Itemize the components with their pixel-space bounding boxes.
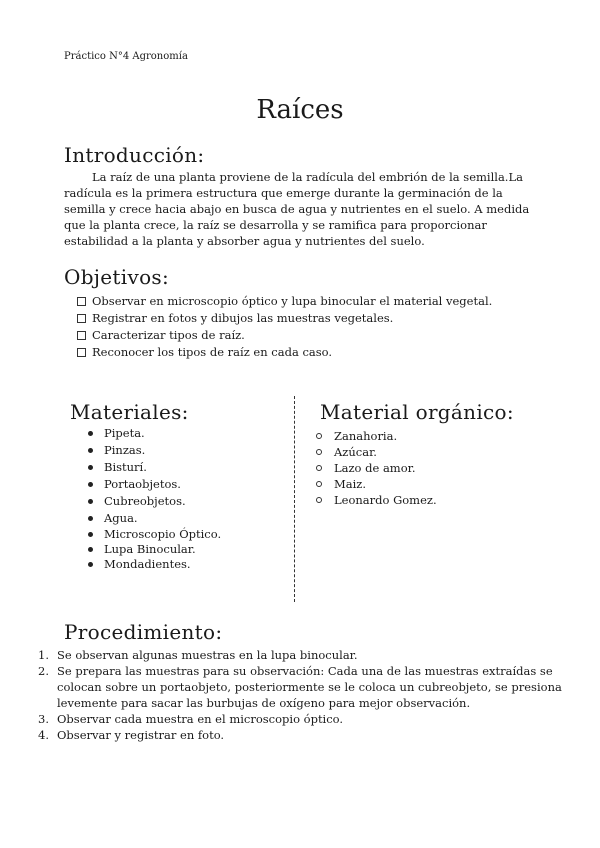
material-item: Portaobjetos. — [88, 476, 221, 493]
column-divider — [294, 396, 295, 602]
checkbox-icon — [77, 348, 86, 357]
bullet-icon — [88, 448, 93, 453]
bullet-icon — [88, 516, 93, 521]
organic-material-list — [316, 428, 437, 508]
organic-item: Maiz. — [316, 476, 437, 492]
objective-item: Registrar en fotos y dibujos las muestras vegetales. — [77, 310, 492, 327]
material-item: Bisturí. — [88, 459, 221, 476]
procedure-step: 4. Observar y registrar en foto. — [38, 728, 225, 742]
objective-item: Caracterizar tipos de raíz. — [77, 327, 492, 344]
material-item: Pipeta. — [88, 425, 221, 442]
introduction-heading: Introducción: — [64, 143, 205, 167]
procedure-step: 3. Observar cada muestra en el microscopio óptico. — [38, 712, 344, 726]
material-item: Pinzas. — [88, 442, 221, 459]
procedure-step: 2. Se prepara las muestras para su observación: Cada una de las muestras extraídas se colocan sobre un portaobjeto, posteriormente se le coloca un cubreobjeto, se presiona levemente para sacar las burbujas de oxígeno para mejor observación. — [38, 664, 562, 710]
circle-bullet-icon — [316, 449, 322, 455]
checkbox-icon — [77, 297, 86, 306]
circle-bullet-icon — [316, 481, 322, 487]
bullet-icon — [88, 482, 93, 487]
organic-material-heading: Material orgánico: — [320, 400, 514, 424]
bullet-icon — [88, 562, 93, 567]
objectives-list — [77, 293, 492, 361]
material-item: Agua. — [88, 510, 221, 527]
bullet-icon — [88, 547, 93, 552]
procedure-step: 1. Se observan algunas muestras en la lupa binocular. — [38, 648, 358, 662]
checkbox-icon — [77, 331, 86, 340]
procedure-heading: Procedimiento: — [64, 620, 223, 644]
material-item: Microscopio Óptico. — [88, 527, 221, 542]
materials-heading: Materiales: — [70, 400, 189, 424]
header-note: Práctico N°4 Agronomía — [64, 51, 188, 62]
organic-item: Leonardo Gomez. — [316, 492, 437, 508]
procedure-list — [38, 647, 578, 743]
materials-list — [88, 425, 221, 572]
bullet-icon — [88, 532, 93, 537]
bullet-icon — [88, 431, 93, 436]
bullet-icon — [88, 499, 93, 504]
organic-item: Lazo de amor. — [316, 460, 437, 476]
objective-item: Observar en microscopio óptico y lupa binocular el material vegetal. — [77, 293, 492, 310]
circle-bullet-icon — [316, 465, 322, 471]
bullet-icon — [88, 465, 93, 470]
introduction-text: La raíz de una planta proviene de la radícula del embrión de la semilla.La radícula es la primera estructura que emerge durante la germinación de la semilla y crece hacia abajo en busca de agua y nutrientes en el suelo. A medida que la planta crece, la raíz se desarrolla y se ramifica para proporcionar estabilidad a la planta y absorber agua y nutrientes del suelo. — [64, 170, 530, 248]
circle-bullet-icon — [316, 497, 322, 503]
objective-item: Reconocer los tipos de raíz en cada caso. — [77, 344, 492, 361]
material-item: Cubreobjetos. — [88, 493, 221, 510]
objectives-heading: Objetivos: — [64, 265, 170, 289]
page-title: Raíces — [256, 95, 344, 125]
circle-bullet-icon — [316, 433, 322, 439]
material-item: Mondadientes. — [88, 557, 221, 572]
checkbox-icon — [77, 314, 86, 323]
organic-item: Azúcar. — [316, 444, 437, 460]
organic-item: Zanahoria. — [316, 428, 437, 444]
material-item: Lupa Binocular. — [88, 542, 221, 557]
